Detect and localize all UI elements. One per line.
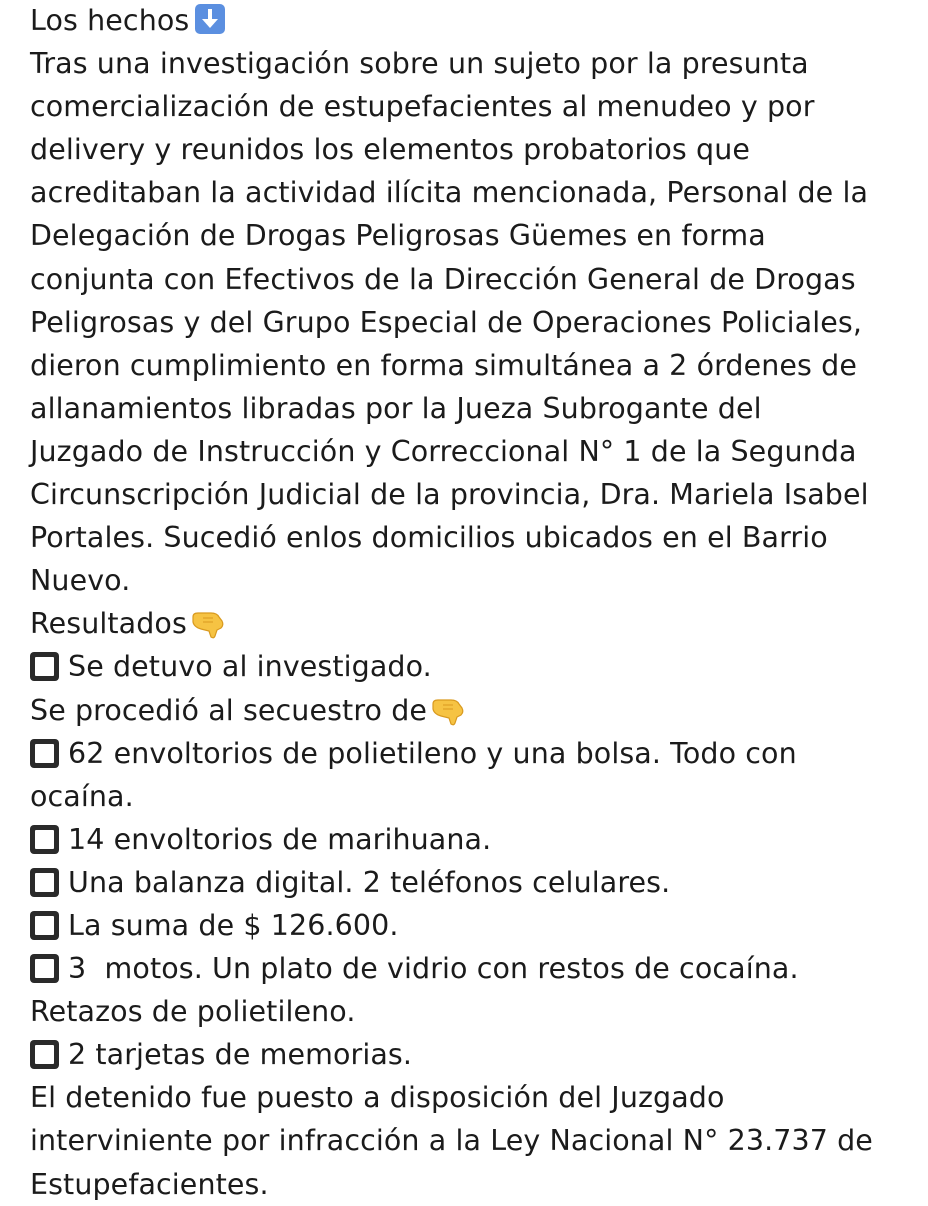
intro-line: Peligrosas y del Grupo Especial de Operaciones Policiales, [30,305,862,339]
intro-line: allanamientos libradas por la Jueza Subrogante del [30,391,762,425]
item-text: 14 envoltorios de marihuana. [68,822,492,856]
intro-line: Juzgado de Instrucción y Correccional N° 1 de la Segunda [30,434,857,468]
item-text: Una balanza digital. 2 teléfonos celulares. [68,865,671,899]
results-heading-line [30,602,920,645]
item-text: 3 motos. Un plato de vidrio con restos de cocaína. [68,952,799,986]
pointing-down-hand-icon [431,696,465,726]
intro-line: dieron cumplimiento en forma simultánea a 2 órdenes de [30,348,857,382]
item-text: 62 envoltorios de polietileno y una bolsa. Todo con [68,736,797,770]
seizure-heading: Se procedió al secuestro de [30,693,428,727]
intro-line: Nuevo. [30,564,131,598]
item-text: 2 tarjetas de memorias. [68,1038,413,1072]
intro-line: acreditaban la actividad ilícita mencionada, Personal de la [30,176,869,210]
white-square-button-icon [30,954,59,983]
white-square-button-icon [30,868,59,897]
intro-line: conjunta con Efectivos de la Dirección General de Drogas [30,262,856,296]
white-square-button-icon [30,739,59,768]
pointing-down-hand-icon [191,609,225,639]
heading-line [30,0,920,42]
closing-line: Estupefacientes. [30,1167,269,1201]
item-text: La suma de $ 126.600. [68,908,399,942]
list-item [30,818,920,861]
item-continuation: Retazos de polietileno. [30,995,356,1029]
results-heading: Resultados [30,607,187,641]
list-item [30,1033,920,1076]
seizure-heading-line [30,689,920,732]
list-item [30,732,920,775]
white-square-button-icon [30,652,59,681]
intro-line: delivery y reunidos los elementos probatorios que [30,133,751,167]
closing-line: interviniente por infracción a la Ley Nacional N° 23.737 de [30,1124,873,1158]
arrest-item-text: Se detuvo al investigado. [68,650,432,684]
item-continuation: ocaína. [30,779,134,813]
white-square-button-icon [30,911,59,940]
closing-line: El detenido fue puesto a disposición del Juzgado [30,1081,725,1115]
list-item [30,947,920,990]
intro-line: comercialización de estupefacientes al menudeo y por [30,90,815,124]
intro-line: Delegación de Drogas Peligrosas Güemes en forma [30,219,766,253]
white-square-button-icon [30,1040,59,1069]
post-body [30,0,920,1206]
heading-text: Los hechos [30,4,190,37]
list-item [30,904,920,947]
down-arrow-icon [195,4,225,34]
white-square-button-icon [30,825,59,854]
intro-line: Circunscripción Judicial de la provincia, Dra. Mariela Isabel [30,478,869,512]
list-item [30,861,920,904]
intro-line: Portales. Sucedió enlos domicilios ubicados en el Barrio [30,521,828,555]
list-item [30,645,920,688]
intro-line: Tras una investigación sobre un sujeto por la presunta [30,47,809,81]
